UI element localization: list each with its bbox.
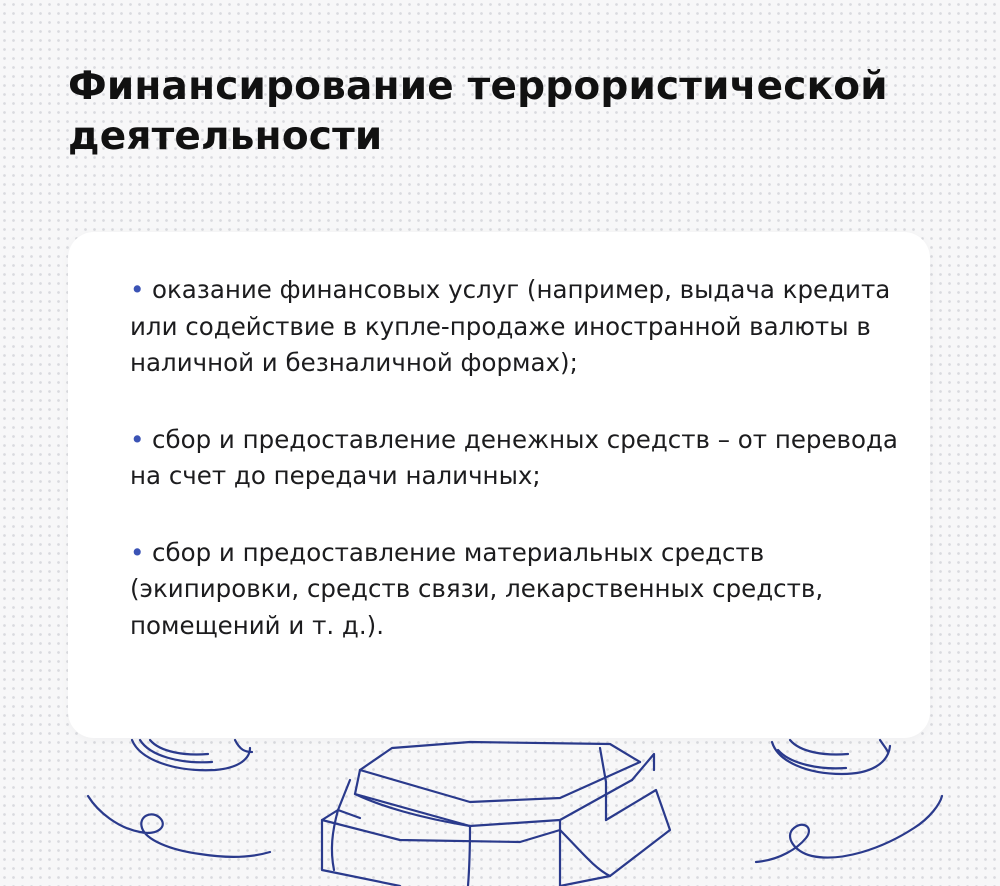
list-item	[130, 422, 910, 495]
bullet-dot-icon: •	[130, 275, 145, 304]
coin-stack-right-icon	[772, 740, 890, 774]
bullet-dot-icon: •	[130, 537, 145, 567]
page-title: Финансирование террористической деятельности	[68, 64, 888, 159]
squiggle-right-icon	[756, 796, 942, 862]
list-item	[130, 272, 910, 382]
money-stack-icon	[322, 742, 670, 886]
content-card	[68, 232, 930, 738]
bullet-list	[130, 272, 910, 684]
list-item	[130, 535, 910, 645]
bullet-dot-icon: •	[130, 424, 145, 454]
coin-stack-left-icon	[132, 740, 252, 770]
list-item-text: сбор и предоставление материальных средств (экипировки, средств связи, лекарственных средств, помещений и т. д.).	[130, 537, 824, 640]
squiggle-left-icon	[88, 796, 270, 857]
list-item-text: сбор и предоставление денежных средств – от перевода на счет до передачи наличных;	[130, 424, 898, 490]
list-item-text: оказание финансовых услуг (например, выдача кредита или содействие в купле-продаже иностранной валюты в наличной и безналичной формах);	[130, 275, 891, 377]
